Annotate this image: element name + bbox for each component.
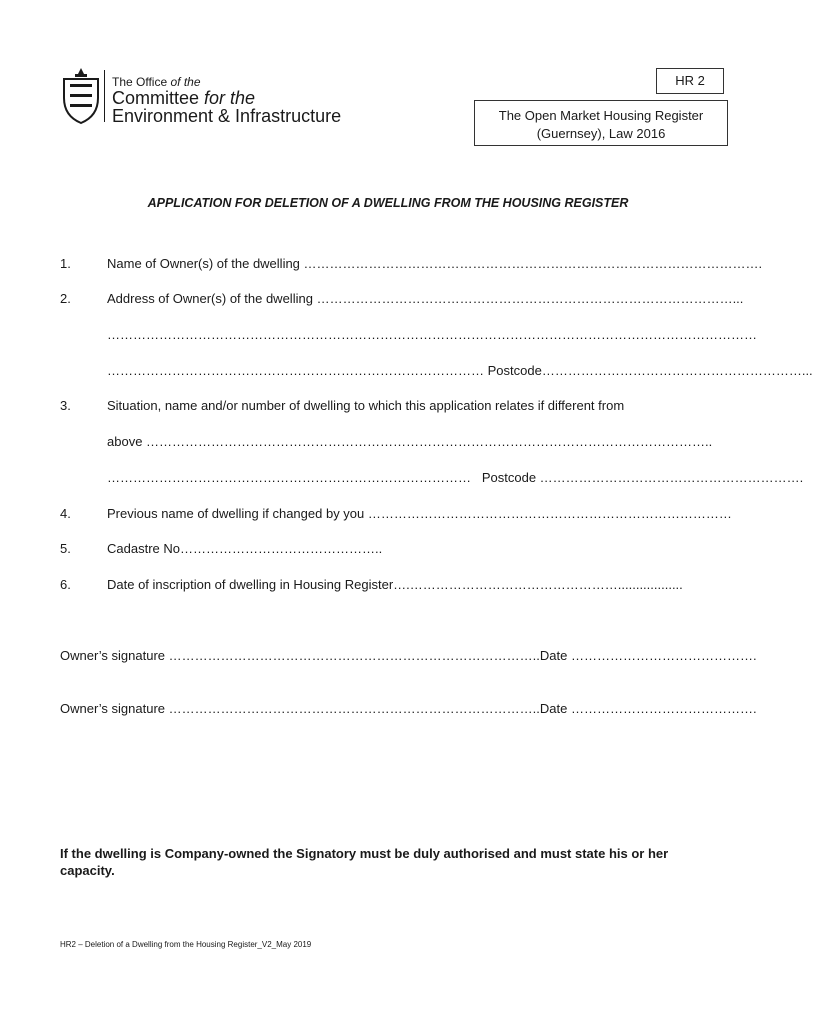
logo-divider [104, 70, 105, 122]
law-line-2: (Guernsey), Law 2016 [536, 126, 666, 141]
company-signatory-note: If the dwelling is Company-owned the Signatory must be duly authorised and must state his or her capacity. [60, 846, 669, 878]
logo-text-environment: Environment & Infrastructure [112, 106, 342, 126]
inscription-date-field[interactable]: Date of inscription of dwelling in Housing Register….………………………………………….................. [107, 577, 683, 592]
form-title: APPLICATION FOR DELETION OF A DWELLING FROM THE HOUSING REGISTER [147, 196, 629, 210]
item-number: 6. [60, 577, 71, 592]
previous-name-field[interactable]: Previous name of dwelling if changed by you ………………………………………………………………………… [107, 506, 732, 521]
owner-address-field[interactable]: Address of Owner(s) of the dwelling ……………………………………………………………………………………... [107, 291, 744, 306]
cadastre-no-field[interactable]: Cadastre No……………………………………….. [107, 541, 383, 556]
item-number: 3. [60, 398, 71, 413]
law-line-1: The Open Market Housing Register [498, 108, 704, 123]
dwelling-situation-label: Situation, name and/or number of dwelling to which this application relates if different from [107, 398, 625, 413]
law-reference-box [474, 100, 728, 146]
owner-signature-field[interactable]: Owner’s signature …………………………………………………………………………..Date ……………………………………. [60, 648, 757, 663]
logo-text-committee: Committee for the [112, 88, 256, 108]
form-code-box: HR 2 [656, 68, 724, 94]
owner-address-line-3[interactable]: …………………………………………………………………………… Postcode……………………………………………………... [107, 363, 813, 378]
item-number: 2. [60, 291, 71, 306]
owner-name-field[interactable]: Name of Owner(s) of the dwelling ……………………………………………………………………………………………. [107, 256, 763, 271]
document-footer: HR2 – Deletion of a Dwelling from the Housing Register_V2_May 2019 [60, 940, 312, 949]
owner-address-line-2[interactable]: …………………………………………………………………………………………………………………………………… [107, 327, 757, 342]
guernsey-crest-logo [62, 68, 100, 124]
owner-signature-field[interactable]: Owner’s signature …………………………………………………………………………..Date ……………………………………. [60, 701, 757, 716]
item-number: 1. [60, 256, 71, 271]
item-number: 4. [60, 506, 71, 521]
logo-text-office: The Office of the [112, 75, 201, 89]
dwelling-situation-line-3[interactable]: ………………………………………………………………………… Postcode ……………………………………………………. [107, 470, 804, 485]
dwelling-situation-field[interactable]: above ………………………………………………………………………………………………………………….. [107, 434, 713, 449]
item-number: 5. [60, 541, 71, 556]
